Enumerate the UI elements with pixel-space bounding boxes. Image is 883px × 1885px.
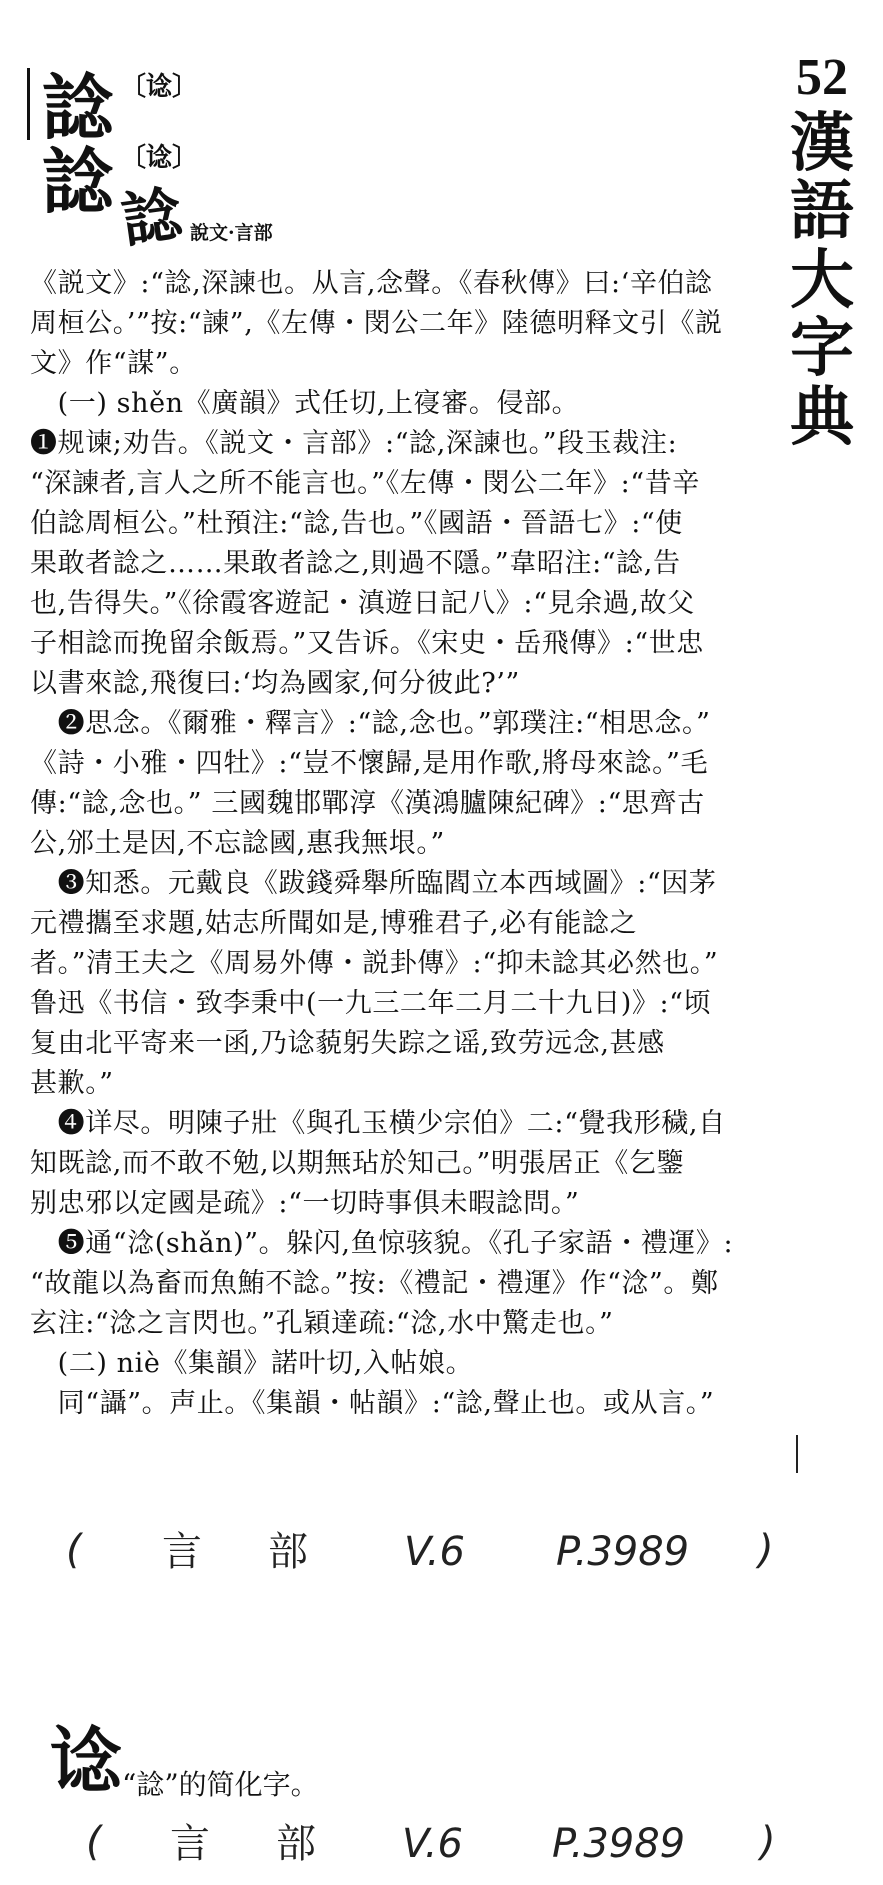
body-line: 别忠邪以定國是疏》:“一切時事俱未暇諗問。” [30,1188,580,1219]
sidebar-title-char: 漢 [790,106,854,181]
sidebar-title-char: 字 [790,311,854,387]
handwritten-ref-radical: 言 [170,1821,210,1867]
body-line: 文》作“謀”。 [30,348,197,379]
handwritten-ref-page: P.3989 [552,1821,686,1867]
body-line: (二) niè《集韻》諾叶切,入帖娘。 [30,1348,474,1379]
handwritten-ref-paren-close: ) [760,1819,776,1865]
body-line: 《詩・小雅・四牡》:“豈不懷歸,是用作歌,將母來諗。”毛 [30,748,709,779]
body-line: 公,邠土是因,不忘諗國,惠我無垠。” [30,828,445,859]
body-line: 伯諗周桓公。”杜預注:“諗,告也。”《國語・晉語七》:“使 [30,508,683,539]
body-line: “故龍以為畜而魚鮪不諗。”按:《禮記・禮運》作“淰”。鄭 [30,1268,719,1299]
body-line: ❹详尽。明陳子壯《與孔玉横少宗伯》二:“覺我形穢,自 [30,1108,726,1139]
body-line: ❸知悉。元戴良《跋錢舜舉所臨閻立本西域圖》:“因茅 [30,868,717,899]
seal-source-label: 說文·言部 [190,222,273,244]
head-bracket-2: 〔谂〕 [120,143,199,173]
body-line: 周桓公。’”按:“諫”,《左傳・閔公二年》陸德明释文引《説 [30,308,723,339]
handwritten-ref-section: 部 [276,1821,316,1867]
body-line: 《説文》:“諗,深諫也。从言,念聲。《春秋傳》曰:‘辛伯諗 [30,268,713,299]
margin-bar [27,68,30,140]
head-character-2: 諗 [42,139,115,224]
body-line: (一) shěn《廣韻》式任切,上寑審。侵部。 [30,388,580,419]
sidebar-title-char: 典 [790,379,854,455]
body-line: 甚歉。” [30,1068,114,1099]
dictionary-sidebar [781,49,863,455]
sidebar-title-char: 大 [790,242,854,318]
body-line: ❶规谏;劝告。《説文・言部》:“諗,深諫也。”段玉裁注: [30,428,678,459]
seal-script-glyph: 諗 [117,179,187,257]
body-line: 鲁迅《书信・致李秉中(一九三二年二月二十九日)》:“顷 [30,988,712,1019]
body-line: 也,告得失。”《徐霞客遊記・滇遊日記八》:“見余過,故父 [30,588,695,619]
handwritten-ref-volume: V.6 [404,1529,465,1575]
handwritten-ref-volume: V.6 [402,1821,463,1867]
handwritten-ref-page: P.3989 [556,1529,690,1575]
body-line: 知既諗,而不敢不勉,以期無玷於知己。”明張居正《乞鑒 [30,1148,685,1179]
simplified-note: “諗”的简化字。 [122,1768,319,1801]
body-line: “深諫者,言人之所不能言也。”《左傳・閔公二年》:“昔辛 [30,468,700,499]
body-line: 以書來諗,飛復曰:‘均為國家,何分彼此?’” [30,668,520,699]
simplified-character: 谂 [50,1718,123,1803]
body-line: 元禮攜至求題,姑志所聞如是,博雅君子,必有能諗之 [30,908,638,939]
head-bracket-1: 〔谂〕 [120,72,199,102]
body-line: 玄注:“淰之言閃也。”孔穎達疏:“淰,水中驚走也。” [30,1308,614,1339]
body-line: 者。”清王夫之《周易外傳・説卦傳》:“抑未諗其必然也。” [30,948,719,979]
body-line: 复由北平寄来一函,乃谂藐躬失踪之谣,致劳远念,甚感 [30,1028,665,1059]
volume-number: 52 [796,49,848,106]
right-margin-mark [796,1435,798,1473]
body-line: ❷思念。《爾雅・釋言》:“諗,念也。”郭璞注:“相思念。” [30,708,711,739]
handwritten-ref-paren-open: ( [86,1819,102,1865]
body-line: 果敢者諗之……果敢者諗之,則過不隱。”韋昭注:“諗,告 [30,548,681,579]
body-line: 同“讘”。声止。《集韻・帖韻》:“諗,聲止也。或从言。” [30,1388,715,1419]
body-line: ❺通“淰(shǎn)”。躲闪,鱼惊骇貌。《孔子家語・禮運》: [30,1228,734,1259]
head-character-1: 諗 [42,65,115,150]
body-line: 子相諗而挽留余飯焉。”又告诉。《宋史・岳飛傳》:“世忠 [30,628,704,659]
handwritten-ref-radical: 言 [162,1529,202,1575]
handwritten-ref-paren-close: ) [758,1527,774,1573]
handwritten-ref-paren-open: ( [66,1527,82,1573]
sidebar-title-char: 語 [790,174,854,250]
body-line: 傳:“諗,念也。” 三國魏邯鄲淳《漢鴻臚陳紀碑》:“思齊古 [30,788,705,819]
handwritten-ref-section: 部 [268,1529,308,1575]
